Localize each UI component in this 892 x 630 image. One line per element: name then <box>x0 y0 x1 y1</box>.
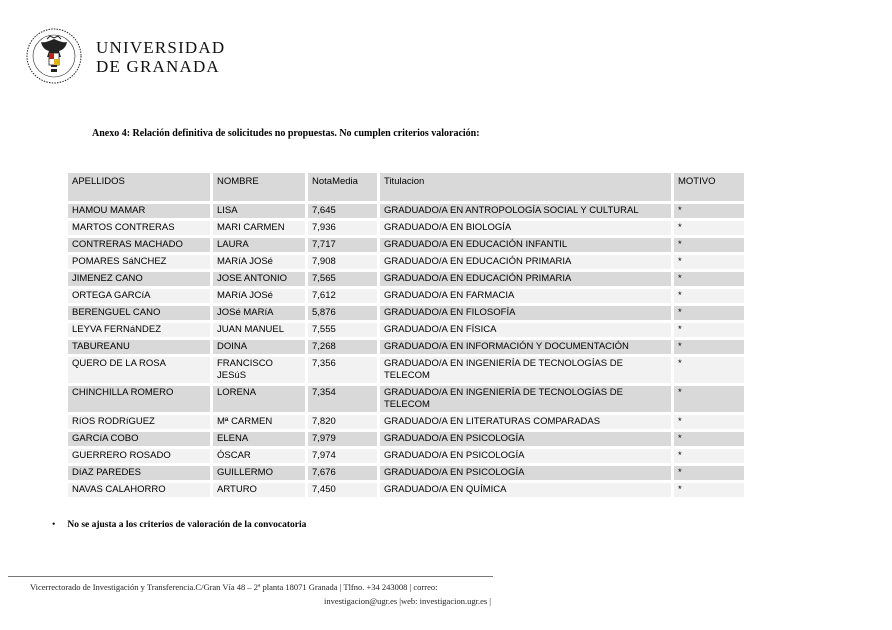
cell-motivo: * <box>674 255 744 269</box>
column-header-apellidos: APELLIDOS <box>68 173 210 201</box>
cell-titulacion: GRADUADO/A EN ANTROPOLOGÍA SOCIAL Y CULTURAL <box>380 204 671 218</box>
column-header-notamedia: NotaMedia <box>308 173 377 201</box>
cell-nombre: MARI CARMEN <box>213 221 305 235</box>
cell-notamedia: 7,450 <box>308 483 377 497</box>
university-name <box>96 38 225 76</box>
cell-motivo: * <box>674 238 744 252</box>
cell-titulacion: GRADUADO/A EN INFORMACIÓN Y DOCUMENTACIÓN <box>380 340 671 354</box>
cell-apellidos: HAMOU MAMAR <box>68 204 210 218</box>
cell-motivo: * <box>674 340 744 354</box>
column-header-titulacion: Titulacion <box>380 173 671 201</box>
cell-nombre: GUILLERMO <box>213 466 305 480</box>
table-row <box>68 466 744 480</box>
cell-motivo: * <box>674 306 744 320</box>
cell-notamedia: 7,645 <box>308 204 377 218</box>
table-row <box>68 357 744 383</box>
footer-contact: investigacion@ugr.es |web: investigacion.ugr.es | <box>323 596 491 606</box>
cell-titulacion: GRADUADO/A EN FARMACIA <box>380 289 671 303</box>
cell-nombre: JOSé MARíA <box>213 306 305 320</box>
cell-nombre: ARTURO <box>213 483 305 497</box>
cell-titulacion: GRADUADO/A EN PSICOLOGÍA <box>380 449 671 463</box>
cell-nombre: LORENA <box>213 386 305 412</box>
cell-motivo: * <box>674 466 744 480</box>
table-row <box>68 340 744 354</box>
cell-apellidos: GUERRERO ROSADO <box>68 449 210 463</box>
cell-apellidos: DíAZ PAREDES <box>68 466 210 480</box>
cell-motivo: * <box>674 415 744 429</box>
cell-apellidos: BERENGUEL CANO <box>68 306 210 320</box>
cell-motivo: * <box>674 386 744 412</box>
cell-titulacion: GRADUADO/A EN LITERATURAS COMPARADAS <box>380 415 671 429</box>
table-row <box>68 204 744 218</box>
footer-divider <box>8 576 493 577</box>
cell-notamedia: 7,555 <box>308 323 377 337</box>
criteria-note <box>52 520 306 530</box>
table-row <box>68 289 744 303</box>
cell-apellidos: GARCíA COBO <box>68 432 210 446</box>
table-row <box>68 323 744 337</box>
table-row <box>68 221 744 235</box>
cell-nombre: MARíA JOSé <box>213 289 305 303</box>
cell-apellidos: NAVAS CALAHORRO <box>68 483 210 497</box>
cell-notamedia: 7,936 <box>308 221 377 235</box>
table-header-row <box>68 173 744 201</box>
cell-notamedia: 7,356 <box>308 357 377 383</box>
cell-nombre: JOSE ANTONIO <box>213 272 305 286</box>
column-header-motivo: MOTIVO <box>674 173 744 201</box>
cell-nombre: ELENA <box>213 432 305 446</box>
cell-apellidos: ORTEGA GARCíA <box>68 289 210 303</box>
cell-apellidos: CHINCHILLA ROMERO <box>68 386 210 412</box>
universidad-granada-crest-icon <box>25 27 83 85</box>
cell-motivo: * <box>674 289 744 303</box>
cell-motivo: * <box>674 221 744 235</box>
cell-apellidos: LEYVA FERNáNDEZ <box>68 323 210 337</box>
cell-titulacion: GRADUADO/A EN EDUCACIÓN INFANTIL <box>380 238 671 252</box>
cell-titulacion: GRADUADO/A EN EDUCACIÓN PRIMARIA <box>380 255 671 269</box>
cell-motivo: * <box>674 449 744 463</box>
cell-apellidos: QUERO DE LA ROSA <box>68 357 210 383</box>
university-name-line1: UNIVERSIDAD <box>96 38 226 57</box>
table-row <box>68 272 744 286</box>
cell-nombre: JUAN MANUEL <box>213 323 305 337</box>
cell-nombre: LISA <box>213 204 305 218</box>
cell-apellidos: POMARES SáNCHEZ <box>68 255 210 269</box>
cell-notamedia: 7,676 <box>308 466 377 480</box>
cell-titulacion: GRADUADO/A EN EDUCACIÓN PRIMARIA <box>380 272 671 286</box>
cell-notamedia: 7,717 <box>308 238 377 252</box>
cell-nombre: LAURA <box>213 238 305 252</box>
cell-notamedia: 7,908 <box>308 255 377 269</box>
cell-apellidos: RíOS RODRíGUEZ <box>68 415 210 429</box>
cell-titulacion: GRADUADO/A EN FILOSOFÍA <box>380 306 671 320</box>
cell-notamedia: 7,612 <box>308 289 377 303</box>
criteria-note-text: No se ajusta a los criterios de valoración de la convocatoria <box>67 520 307 530</box>
cell-nombre: MARíA JOSé <box>213 255 305 269</box>
footer-address: Vicerrectorado de Investigación y Transferencia.C/Gran Vía 48 – 2ª planta 18071 Granada | Tlfno. +34 243008 | correo: <box>30 582 438 592</box>
cell-notamedia: 7,820 <box>308 415 377 429</box>
table-row <box>68 483 744 497</box>
table-row <box>68 432 744 446</box>
table-row <box>68 386 744 412</box>
cell-titulacion: GRADUADO/A EN BIOLOGÍA <box>380 221 671 235</box>
cell-motivo: * <box>674 357 744 383</box>
cell-notamedia: 7,354 <box>308 386 377 412</box>
cell-notamedia: 7,565 <box>308 272 377 286</box>
university-name-line2: DE GRANADA <box>96 57 220 76</box>
cell-apellidos: JIMENEZ CANO <box>68 272 210 286</box>
applications-table <box>65 170 747 500</box>
cell-titulacion: GRADUADO/A EN QUÍMICA <box>380 483 671 497</box>
cell-notamedia: 7,268 <box>308 340 377 354</box>
cell-motivo: * <box>674 204 744 218</box>
cell-motivo: * <box>674 432 744 446</box>
column-header-nombre: NOMBRE <box>213 173 305 201</box>
cell-nombre: ÓSCAR <box>213 449 305 463</box>
table-row <box>68 238 744 252</box>
cell-titulacion: GRADUADO/A EN FÍSICA <box>380 323 671 337</box>
table-row <box>68 255 744 269</box>
footer <box>8 580 491 608</box>
cell-nombre: FRANCISCO JESúS <box>213 357 305 383</box>
cell-apellidos: MARTOS CONTRERAS <box>68 221 210 235</box>
cell-nombre: DOINA <box>213 340 305 354</box>
annex-title: Anexo 4: Relación definitiva de solicitudes no propuestas. No cumplen criterios valoración: <box>92 128 480 139</box>
cell-titulacion: GRADUADO/A EN PSICOLOGÍA <box>380 466 671 480</box>
cell-nombre: Mª CARMEN <box>213 415 305 429</box>
cell-motivo: * <box>674 483 744 497</box>
cell-notamedia: 7,974 <box>308 449 377 463</box>
cell-motivo: * <box>674 323 744 337</box>
table-row <box>68 306 744 320</box>
cell-titulacion: GRADUADO/A EN INGENIERÍA DE TECNOLOGÍAS DE TELECOM <box>380 386 671 412</box>
cell-titulacion: GRADUADO/A EN INGENIERÍA DE TECNOLOGÍAS DE TELECOM <box>380 357 671 383</box>
cell-notamedia: 7,979 <box>308 432 377 446</box>
cell-titulacion: GRADUADO/A EN PSICOLOGÍA <box>380 432 671 446</box>
cell-apellidos: TABUREANU <box>68 340 210 354</box>
table-row <box>68 449 744 463</box>
table-row <box>68 415 744 429</box>
cell-notamedia: 5,876 <box>308 306 377 320</box>
bullet-icon: • <box>52 520 56 530</box>
cell-motivo: * <box>674 272 744 286</box>
cell-apellidos: CONTRERAS MACHADO <box>68 238 210 252</box>
